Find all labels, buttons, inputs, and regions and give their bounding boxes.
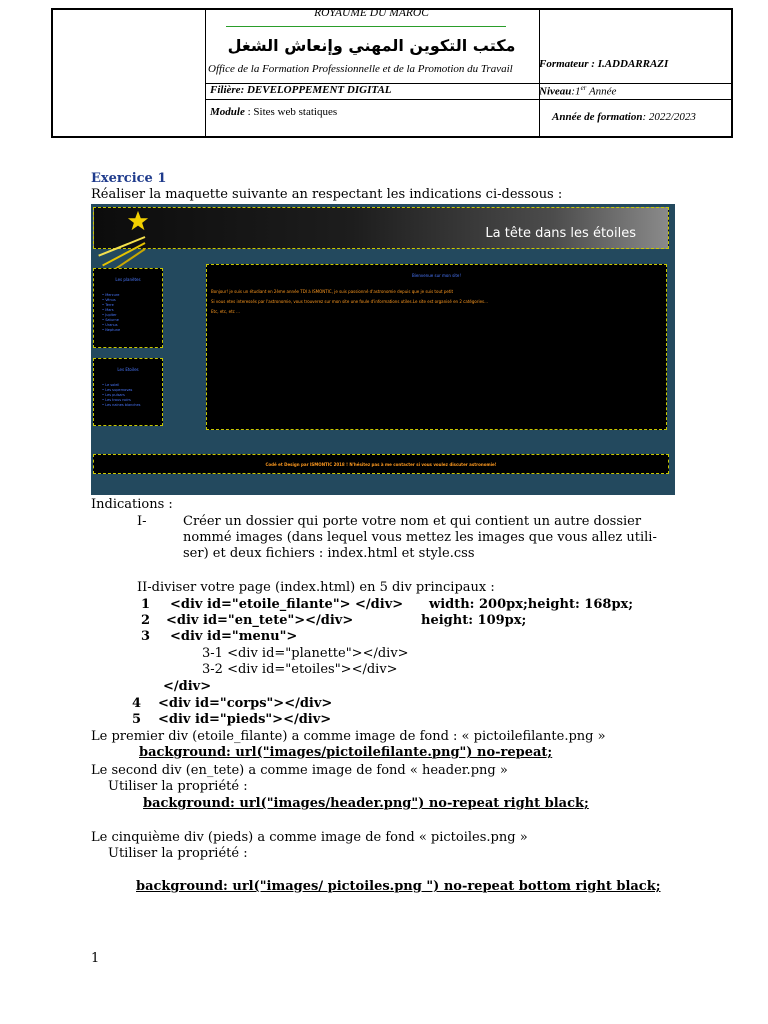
annee-label: Année de formation [552, 111, 643, 123]
module-label: Module [210, 106, 245, 118]
div3-number: 3 [141, 629, 151, 644]
en-tete-use-property: Utiliser la propriété : [108, 779, 248, 794]
div1-code: <div id="etoile_filante"> </div> [170, 597, 404, 612]
mockup-menu1-list [94, 293, 120, 333]
niveau-sup: er [580, 84, 587, 92]
niveau-value: :1 [571, 85, 581, 98]
item1-line: ser) et deux fichiers : index.html et style.css [183, 546, 475, 561]
green-rule [226, 26, 506, 27]
arabic-office-name: مكتب التكوين المهني وإنعاش الشغل [227, 36, 516, 55]
mockup-menu2-title: Les Etoiles [117, 367, 139, 372]
div2-number: 2 [141, 613, 151, 628]
star-icon [127, 210, 149, 232]
mockup-footer-text: Codé et Design par ISMONTIC 2018 ! N'hésitez pas à me contacter si vous voulez discuter astronomie! [265, 462, 497, 467]
office-name: Office de la Formation Professionnelle et de la Promotion du Travail [208, 63, 513, 75]
mockup-corps-p1: Bonjour! je suis un étudiant en 2ème année TDI à ISMONTIC, je suis passionné d'astronomie depuis que je suis tout petit [211, 289, 454, 294]
mockup-corps-p2: Si vous etes interessés par l'astronomie, vous trouverez sur mon site une foule d'informations utiles.Le site est organisé en 2 catégories... [211, 299, 488, 304]
header-divider [205, 99, 731, 100]
div2-size: height: 109px; [421, 613, 527, 628]
mockup-screenshot [91, 204, 675, 495]
mockup-header [93, 207, 669, 249]
div3-sub2: 3-2 <div id="etoiles"></div> [202, 662, 398, 677]
div1-size: width: 200px;height: 168px; [429, 597, 634, 612]
kingdom-label: ROYAUME DU MAROC [314, 7, 429, 19]
mockup-menu-item: • Les naines blanches [102, 403, 141, 408]
div5-number: 5 [132, 712, 142, 727]
mockup-menu-etoiles [93, 358, 163, 426]
div3-code: <div id="menu"> [170, 629, 298, 644]
niveau [539, 84, 616, 98]
mockup-menu-item: • Les trous noirs [102, 398, 141, 403]
module [210, 106, 337, 118]
mockup-menu-item: • Terre [102, 303, 120, 308]
annee [552, 111, 696, 123]
mockup-menu-item: • Jupiter [102, 313, 120, 318]
mockup-menu-item: • Mercure [102, 293, 120, 298]
item1-line: Créer un dossier qui porte votre nom et qui contient un autre dossier [183, 514, 642, 529]
mockup-menu-item: • Uranus [102, 323, 120, 328]
paragraph-en-tete: Le second div (en_tete) a comme image de fond « header.png » [91, 763, 508, 778]
mockup-footer [93, 454, 669, 474]
mockup-corps [206, 264, 667, 430]
mockup-corps-title: Bienvenue sur mon site! [412, 273, 461, 278]
formateur-value: I.ADDARRAZI [597, 58, 669, 70]
mockup-menu1-title: Les planètes [115, 277, 141, 282]
div4-code: <div id="corps"></div> [158, 696, 333, 711]
filiere [210, 84, 392, 96]
mockup-menu-item: • Les pulsars [102, 393, 141, 398]
niveau-suffix: Année [586, 85, 617, 98]
mockup-menu-item: • Le soleil [102, 383, 141, 388]
div2-code: <div id="en_tete"></div> [166, 613, 354, 628]
mockup-menu-planetes [93, 268, 163, 348]
annee-value: : 2022/2023 [642, 111, 696, 123]
mockup-site-title: La tête dans les étoiles [485, 226, 636, 241]
pieds-use-property: Utiliser la propriété : [108, 846, 248, 861]
div3-sub1: 3-1 <div id="planette"></div> [202, 646, 409, 661]
mockup-corps-p3: Etc, etc, etc ... [211, 309, 240, 314]
page-number: 1 [91, 951, 100, 966]
mockup-menu-item: • Vénus [102, 298, 120, 303]
code-etoile-filante: background: url("images/pictoilefilante.png") no-repeat; [139, 745, 553, 760]
formateur [539, 58, 668, 70]
header-divider [539, 10, 540, 136]
item1-line: nommé images (dans lequel vous mettez les images que vous allez utili- [183, 530, 657, 545]
div3-close: </div> [163, 679, 212, 694]
module-value: : Sites web statiques [247, 106, 338, 118]
mockup-menu-item: • Saturne [102, 318, 120, 323]
mockup-menu-item: • Les supernovas [102, 388, 141, 393]
filiere-value: : DEVELOPPEMENT DIGITAL [240, 84, 392, 96]
code-pieds: background: url("images/ pictoiles.png ") no-repeat bottom right black; [136, 879, 661, 894]
exercise-title: Exercice 1 [91, 171, 167, 186]
paragraph-etoile-filante: Le premier div (etoile_filante) a comme image de fond : « pictoilefilante.png » [91, 729, 606, 744]
filiere-label: Filière [210, 84, 241, 96]
item1-number: I- [137, 514, 147, 529]
mockup-menu-item: • Neptune [102, 328, 120, 333]
indications-heading: Indications : [91, 497, 173, 512]
div4-number: 4 [132, 696, 142, 711]
paragraph-pieds: Le cinquième div (pieds) a comme image de fond « pictoiles.png » [91, 830, 528, 845]
mockup-menu2-list [94, 383, 141, 408]
code-en-tete: background: url("images/header.png") no-repeat right black; [143, 796, 589, 811]
div5-code: <div id="pieds"></div> [158, 712, 332, 727]
exercise-intro: Réaliser la maquette suivante an respectant les indications ci-dessous : [91, 187, 563, 202]
formateur-label: Formateur : [539, 58, 595, 70]
niveau-label: Niveau [539, 85, 572, 98]
mockup-menu-item: • Mars [102, 308, 120, 313]
div1-number: 1 [141, 597, 151, 612]
item2-text: II-diviser votre page (index.html) en 5 div principaux : [137, 580, 495, 595]
header-divider [205, 10, 206, 136]
